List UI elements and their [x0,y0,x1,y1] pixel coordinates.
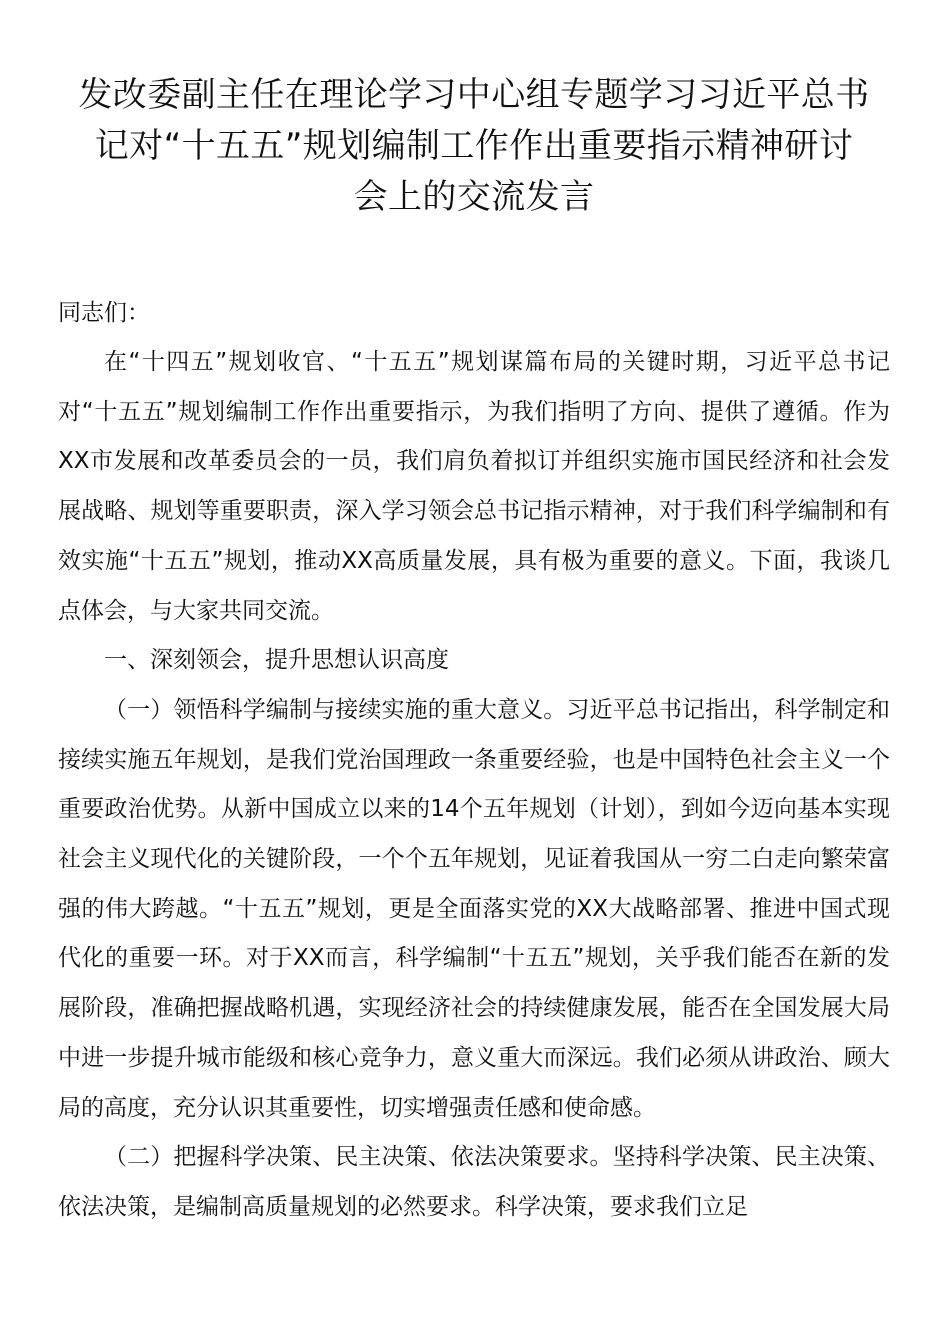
section-heading-1: 一、深刻领会，提升思想认识高度 [104,647,449,674]
subsection-paragraph-2: （二）把握科学决策、民主决策、依法决策要求。坚持科学决策、民主决策、依法决策，是编制高质量规划的必然要求。科学决策，要求我们立足 [58,1144,890,1220]
salutation: 同志们： [58,300,150,326]
document-page [58,70,890,1233]
title-line-1: 发改委副主任在理论学习中心组专题学习习近平总书 [78,75,870,115]
document-title [58,70,890,223]
title-line-3: 会上的交流发言 [353,177,595,217]
title-line-2: 记对“十五五”规划编制工作作出重要指示精神研讨 [94,126,854,166]
subsection-paragraph-1: （一）领悟科学编制与接续实施的重大意义。习近平总书记指出，科学制定和接续实施五年规划，是我们党治国理政一条重要经验，也是中国特色社会主义一个重要政治优势。从新中国成立以来的14个五年规划（计划），到如今迈向基本实现社会主义现代化的关键阶段，一个个五年规划，见证着我国从一穷二白走向繁荣富强的伟大跨越。“十五五”规划，更是全面落实党的XX大战略部署、推进中国式现代化的重要一环。对于XX而言，科学编制“十五五”规划，关乎我们能否在新的发展阶段，准确把握战略机遇，实现经济社会的持续健康发展，能否在全国发展大局中进一步提升城市能级和核心竞争力，意义重大而深远。我们必须从讲政治、顾大局的高度，充分认识其重要性，切实增强责任感和使命感。 [58,696,890,1121]
intro-paragraph: 在“十四五”规划收官、“十五五”规划谋篇布局的关键时期，习近平总书记对“十五五”规划编制工作作出重要指示，为我们指明了方向、提供了遵循。作为XX市发展和改革委员会的一员，我们肩负着拟订并组织实施市国民经济和社会发展战略、规划等重要职责，深入学习领会总书记指示精神，对于我们科学编制和有效实施“十五五”规划，推动XX高质量发展，具有极为重要的意义。下面，我谈几点体会，与大家共同交流。 [58,349,890,624]
